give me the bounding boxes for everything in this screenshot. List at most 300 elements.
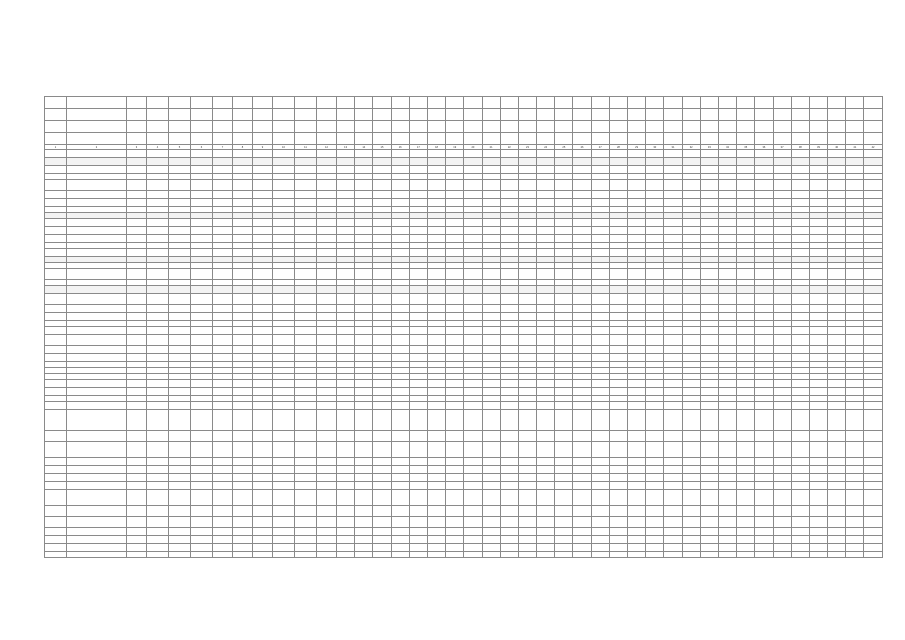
table-cell	[518, 474, 536, 482]
table-cell	[427, 458, 445, 466]
table-cell	[537, 286, 555, 294]
header-cell	[169, 121, 191, 133]
header-cell	[846, 133, 864, 145]
table-cell	[482, 528, 500, 536]
table-cell	[555, 410, 573, 431]
table-cell	[682, 442, 700, 458]
table-row	[45, 294, 883, 305]
table-cell	[337, 506, 355, 517]
table-cell	[773, 327, 791, 335]
column-index-cell: 8	[233, 145, 253, 150]
table-cell	[791, 490, 809, 506]
column-index-cell: 13	[337, 145, 355, 150]
table-cell	[846, 552, 864, 558]
report-table	[44, 96, 883, 558]
table-cell	[700, 536, 718, 544]
table-cell	[67, 294, 127, 305]
table-cell	[147, 180, 169, 191]
table-cell	[464, 402, 482, 410]
table-cell	[147, 327, 169, 335]
table-cell	[464, 466, 482, 474]
table-cell	[718, 158, 736, 166]
table-cell	[500, 402, 518, 410]
table-cell	[147, 506, 169, 517]
table-cell	[500, 474, 518, 482]
table-cell	[828, 552, 846, 558]
header-cell	[555, 121, 573, 133]
table-cell	[317, 335, 337, 346]
table-cell	[755, 466, 773, 474]
table-cell	[464, 286, 482, 294]
table-cell	[700, 235, 718, 243]
table-cell	[609, 442, 627, 458]
table-cell	[537, 269, 555, 280]
header-cell	[273, 97, 295, 109]
table-cell	[809, 235, 827, 243]
table-cell	[737, 219, 755, 227]
table-cell	[409, 180, 427, 191]
table-cell	[295, 388, 317, 396]
table-cell	[609, 227, 627, 235]
table-cell	[664, 335, 682, 346]
table-row	[45, 219, 883, 227]
table-cell	[718, 388, 736, 396]
table-cell	[682, 180, 700, 191]
table-cell	[828, 506, 846, 517]
table-cell	[718, 219, 736, 227]
table-cell	[737, 346, 755, 354]
table-row	[45, 166, 883, 174]
table-cell	[828, 235, 846, 243]
table-cell	[682, 354, 700, 362]
table-cell	[555, 286, 573, 294]
header-cell	[373, 121, 391, 133]
table-cell	[464, 431, 482, 442]
table-cell	[791, 305, 809, 313]
table-cell	[355, 191, 373, 199]
table-cell	[213, 158, 233, 166]
header-cell	[537, 133, 555, 145]
table-cell	[682, 227, 700, 235]
table-cell	[147, 536, 169, 544]
table-cell	[373, 313, 391, 321]
table-cell	[700, 528, 718, 536]
table-cell	[646, 552, 664, 558]
table-cell	[682, 294, 700, 305]
table-cell	[791, 474, 809, 482]
table-cell	[573, 219, 591, 227]
table-cell	[169, 402, 191, 410]
table-cell	[682, 552, 700, 558]
table-cell	[573, 380, 591, 388]
table-cell	[355, 506, 373, 517]
table-cell	[253, 235, 273, 243]
table-cell	[518, 346, 536, 354]
table-cell	[427, 158, 445, 166]
table-cell	[317, 191, 337, 199]
table-cell	[555, 346, 573, 354]
table-cell	[573, 294, 591, 305]
table-cell	[317, 180, 337, 191]
table-cell	[317, 528, 337, 536]
table-cell	[45, 269, 67, 280]
table-cell	[337, 327, 355, 335]
table-cell	[518, 466, 536, 474]
table-cell	[755, 354, 773, 362]
table-cell	[337, 402, 355, 410]
table-cell	[737, 490, 755, 506]
table-cell	[864, 458, 882, 466]
table-cell	[809, 490, 827, 506]
table-cell	[317, 269, 337, 280]
table-cell	[591, 346, 609, 354]
table-cell	[191, 552, 213, 558]
table-cell	[169, 536, 191, 544]
table-cell	[718, 335, 736, 346]
table-cell	[67, 227, 127, 235]
table-cell	[482, 327, 500, 335]
table-cell	[464, 199, 482, 207]
table-cell	[573, 474, 591, 482]
table-cell	[718, 354, 736, 362]
table-cell	[737, 466, 755, 474]
table-cell	[464, 313, 482, 321]
column-index-cell: 34	[718, 145, 736, 150]
table-cell	[646, 410, 664, 431]
table-cell	[846, 482, 864, 490]
table-cell	[500, 313, 518, 321]
table-cell	[537, 506, 555, 517]
table-cell	[273, 474, 295, 482]
table-cell	[373, 490, 391, 506]
table-cell	[646, 431, 664, 442]
table-cell	[828, 458, 846, 466]
table-cell	[213, 286, 233, 294]
table-cell	[682, 380, 700, 388]
table-cell	[373, 482, 391, 490]
table-cell	[664, 528, 682, 536]
table-cell	[809, 199, 827, 207]
header-cell	[864, 121, 882, 133]
table-cell	[317, 388, 337, 396]
table-cell	[355, 388, 373, 396]
table-cell	[233, 544, 253, 552]
column-index-cell: 28	[609, 145, 627, 150]
table-cell	[737, 286, 755, 294]
table-cell	[446, 388, 464, 396]
table-cell	[791, 380, 809, 388]
table-cell	[518, 269, 536, 280]
table-cell	[664, 431, 682, 442]
table-cell	[169, 388, 191, 396]
header-cell	[373, 133, 391, 145]
table-cell	[427, 249, 445, 257]
table-cell	[253, 191, 273, 199]
table-cell	[828, 482, 846, 490]
table-cell	[555, 354, 573, 362]
header-cell	[253, 109, 273, 121]
table-cell	[213, 402, 233, 410]
table-cell	[864, 219, 882, 227]
table-cell	[127, 150, 147, 158]
table-cell	[317, 294, 337, 305]
table-cell	[373, 536, 391, 544]
table-cell	[373, 431, 391, 442]
table-cell	[518, 528, 536, 536]
table-cell	[45, 482, 67, 490]
table-cell	[628, 402, 646, 410]
table-cell	[700, 402, 718, 410]
header-cell	[127, 121, 147, 133]
column-index-cell: 22	[500, 145, 518, 150]
table-cell	[828, 528, 846, 536]
table-cell	[609, 458, 627, 466]
table-cell	[213, 552, 233, 558]
header-cell	[355, 97, 373, 109]
header-cell	[500, 133, 518, 145]
table-cell	[500, 354, 518, 362]
table-cell	[591, 150, 609, 158]
table-cell	[355, 313, 373, 321]
header-cell	[664, 109, 682, 121]
table-cell	[295, 327, 317, 335]
table-cell	[295, 227, 317, 235]
table-cell	[864, 506, 882, 517]
table-cell	[337, 305, 355, 313]
table-cell	[809, 335, 827, 346]
table-cell	[373, 474, 391, 482]
table-cell	[391, 552, 409, 558]
table-cell	[737, 544, 755, 552]
table-cell	[253, 380, 273, 388]
table-cell	[391, 249, 409, 257]
table-cell	[864, 180, 882, 191]
table-cell	[791, 180, 809, 191]
table-cell	[555, 466, 573, 474]
table-row	[45, 466, 883, 474]
table-cell	[233, 474, 253, 482]
table-cell	[518, 335, 536, 346]
table-cell	[809, 249, 827, 257]
table-cell	[700, 474, 718, 482]
table-cell	[482, 199, 500, 207]
table-cell	[213, 199, 233, 207]
table-cell	[253, 517, 273, 528]
table-cell	[337, 482, 355, 490]
table-cell	[791, 219, 809, 227]
table-cell	[233, 199, 253, 207]
column-index-cell: 27	[591, 145, 609, 150]
table-cell	[609, 466, 627, 474]
table-cell	[591, 166, 609, 174]
header-cell	[67, 109, 127, 121]
table-cell	[464, 346, 482, 354]
table-cell	[337, 249, 355, 257]
table-cell	[773, 158, 791, 166]
table-cell	[373, 528, 391, 536]
header-cell	[213, 133, 233, 145]
table-row	[45, 482, 883, 490]
table-cell	[427, 380, 445, 388]
table-cell	[628, 458, 646, 466]
table-cell	[147, 354, 169, 362]
table-cell	[864, 354, 882, 362]
table-cell	[646, 327, 664, 335]
table-cell	[67, 269, 127, 280]
table-cell	[628, 388, 646, 396]
table-cell	[537, 191, 555, 199]
table-cell	[518, 388, 536, 396]
table-cell	[373, 410, 391, 431]
table-cell	[828, 517, 846, 528]
table-cell	[317, 380, 337, 388]
table-cell	[446, 380, 464, 388]
table-cell	[169, 442, 191, 458]
table-cell	[555, 458, 573, 466]
table-cell	[409, 158, 427, 166]
table-cell	[191, 517, 213, 528]
table-cell	[373, 286, 391, 294]
table-cell	[127, 269, 147, 280]
table-cell	[409, 410, 427, 431]
table-cell	[391, 380, 409, 388]
table-cell	[682, 544, 700, 552]
table-cell	[828, 227, 846, 235]
table-cell	[809, 191, 827, 199]
table-cell	[700, 199, 718, 207]
table-cell	[555, 380, 573, 388]
table-cell	[45, 517, 67, 528]
table-cell	[664, 410, 682, 431]
header-cell	[427, 121, 445, 133]
table-cell	[591, 235, 609, 243]
table-cell	[809, 536, 827, 544]
table-cell	[573, 506, 591, 517]
table-cell	[646, 466, 664, 474]
table-cell	[555, 442, 573, 458]
table-cell	[213, 150, 233, 158]
table-cell	[718, 490, 736, 506]
table-cell	[628, 305, 646, 313]
table-cell	[518, 354, 536, 362]
table-cell	[500, 517, 518, 528]
table-cell	[755, 544, 773, 552]
table-cell	[409, 269, 427, 280]
table-cell	[700, 294, 718, 305]
table-cell	[773, 474, 791, 482]
table-cell	[518, 286, 536, 294]
table-cell	[537, 410, 555, 431]
table-cell	[295, 458, 317, 466]
column-index-cell: 40	[828, 145, 846, 150]
table-cell	[45, 490, 67, 506]
table-cell	[373, 166, 391, 174]
table-cell	[147, 517, 169, 528]
table-cell	[482, 482, 500, 490]
table-cell	[864, 294, 882, 305]
table-cell	[191, 354, 213, 362]
table-row	[45, 380, 883, 388]
table-cell	[273, 346, 295, 354]
table-cell	[67, 466, 127, 474]
table-cell	[682, 313, 700, 321]
table-cell	[500, 466, 518, 474]
table-cell	[169, 544, 191, 552]
table-cell	[409, 199, 427, 207]
table-cell	[337, 150, 355, 158]
table-cell	[373, 249, 391, 257]
table-cell	[846, 402, 864, 410]
table-cell	[555, 313, 573, 321]
header-cell	[828, 97, 846, 109]
header-cell	[846, 121, 864, 133]
section-row	[45, 286, 883, 294]
table-cell	[409, 235, 427, 243]
table-cell	[791, 191, 809, 199]
table-cell	[755, 442, 773, 458]
table-cell	[500, 227, 518, 235]
table-cell	[45, 528, 67, 536]
table-cell	[555, 166, 573, 174]
header-cell	[718, 109, 736, 121]
table-cell	[791, 410, 809, 431]
table-cell	[809, 388, 827, 396]
table-cell	[317, 158, 337, 166]
table-cell	[147, 552, 169, 558]
table-cell	[391, 313, 409, 321]
table-cell	[67, 191, 127, 199]
table-cell	[67, 235, 127, 243]
table-cell	[555, 482, 573, 490]
table-cell	[213, 466, 233, 474]
header-cell	[791, 97, 809, 109]
table-cell	[791, 327, 809, 335]
table-cell	[295, 294, 317, 305]
table-cell	[737, 294, 755, 305]
table-cell	[773, 458, 791, 466]
table-cell	[646, 544, 664, 552]
table-cell	[809, 150, 827, 158]
table-cell	[646, 380, 664, 388]
header-cell	[737, 133, 755, 145]
table-cell	[482, 150, 500, 158]
table-cell	[147, 286, 169, 294]
table-cell	[846, 335, 864, 346]
table-cell	[864, 388, 882, 396]
table-cell	[191, 346, 213, 354]
table-cell	[147, 410, 169, 431]
table-cell	[253, 313, 273, 321]
table-cell	[646, 286, 664, 294]
table-cell	[317, 199, 337, 207]
table-cell	[755, 536, 773, 544]
table-cell	[355, 166, 373, 174]
table-cell	[45, 191, 67, 199]
header-cell	[537, 97, 555, 109]
table-cell	[127, 235, 147, 243]
table-cell	[809, 313, 827, 321]
table-cell	[253, 466, 273, 474]
table-cell	[864, 269, 882, 280]
table-cell	[537, 158, 555, 166]
table-cell	[773, 150, 791, 158]
table-cell	[67, 346, 127, 354]
header-cell	[846, 109, 864, 121]
table-cell	[295, 305, 317, 313]
table-cell	[127, 528, 147, 536]
table-cell	[127, 474, 147, 482]
table-cell	[45, 458, 67, 466]
